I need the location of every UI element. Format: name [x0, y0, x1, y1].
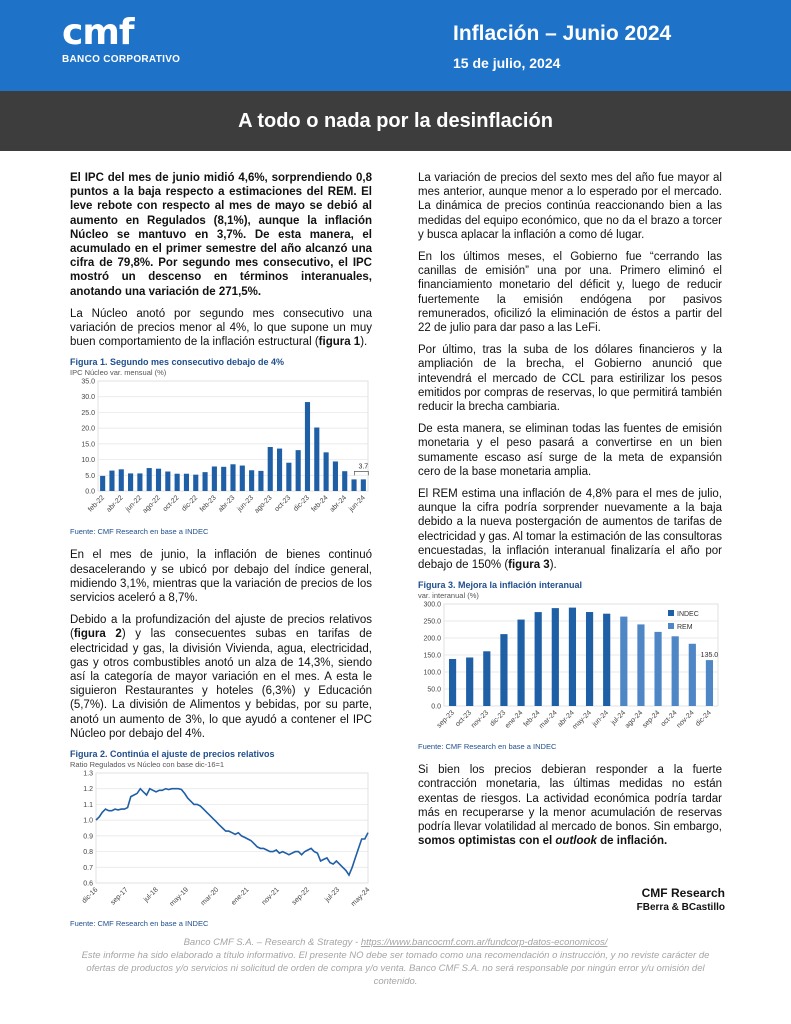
paragraph: De esta manera, se eliminan todas las fuentes de emisión monetaria y el peso pasará a convertirse en un bien sumamente escaso así surge de la meta de expansión cero de la base monetaria amplia. [418, 423, 722, 478]
bar-indec [586, 612, 593, 706]
x-tick-label: may-24 [349, 886, 372, 908]
x-tick-label: nov-23 [470, 709, 491, 730]
bar [314, 428, 319, 491]
cmf-logo [62, 14, 180, 65]
signature [560, 886, 725, 913]
x-tick-label: abr-23 [217, 494, 237, 515]
y-tick-label: 0.6 [83, 880, 93, 888]
bar [119, 470, 124, 492]
left-column [70, 171, 372, 940]
core-inflation-bar-chart [70, 377, 372, 525]
bar [165, 472, 170, 491]
x-tick-label: sep-17 [109, 886, 130, 907]
x-tick-label: dic-22 [180, 494, 200, 514]
y-tick-label: 35.0 [81, 378, 95, 386]
bar-indec [500, 634, 507, 706]
figure-subtitle: Ratio Regulados vs Núcleo con base dic-16=1 [70, 760, 225, 770]
bar-indec [552, 608, 559, 706]
footer-line: Banco CMF S.A. – Research & Strategy - https://www.bancocmf.com.ar/fundcorp-datos-economicos/ [183, 937, 608, 948]
report-date: 15 de julio, 2024 [453, 55, 561, 71]
x-tick-label: sep-22 [290, 886, 311, 907]
bar-rem [654, 632, 661, 706]
figure-source: Fuente: CMF Research en base a INDEC [70, 919, 209, 929]
legend-swatch [668, 623, 674, 629]
data-label-bracket [354, 472, 368, 476]
paragraph: Por último, tras la suba de los dólares financieros y la ampliación de la brecha, el Gobierno anunció que intevendrá el mercado de CCL para estirilizar los pesos emitidos por compras de reservas, lo que permitirá también reducir la brecha cambiaria. [418, 344, 722, 414]
bar-indec [449, 659, 456, 706]
x-tick-label: jun-24 [591, 709, 611, 729]
x-tick-label: dic-16 [80, 886, 100, 905]
x-tick-label: jul-23 [324, 886, 342, 904]
x-tick-label: ago-22 [141, 494, 162, 516]
x-tick-label: nov-21 [260, 886, 281, 907]
series-line [96, 789, 368, 875]
signature-name: CMF Research [641, 886, 725, 900]
y-tick-label: 0.7 [83, 864, 93, 872]
bar-rem [620, 617, 627, 706]
bar [296, 451, 301, 492]
x-tick-label: jul-24 [610, 709, 628, 727]
y-tick-label: 1.3 [83, 770, 93, 778]
x-tick-label: jun-23 [236, 494, 256, 514]
right-column [418, 171, 722, 857]
headline: A todo o nada por la desinflación [238, 110, 553, 132]
bar-indec [535, 612, 542, 706]
bar [361, 480, 366, 492]
x-tick-label: dic-24 [694, 709, 713, 729]
x-tick-label: jun-22 [124, 494, 144, 514]
x-tick-label: abr-22 [105, 494, 125, 515]
signature-authors: FBerra & BCastillo [636, 902, 725, 913]
figure-title: Figura 3. Mejora la inflación interanual [418, 580, 583, 591]
figure-title: Figura 2. Continúa el ajuste de precios relativos [70, 749, 275, 760]
x-tick-label: may-24 [571, 709, 593, 732]
yoy-inflation-bar-chart [418, 600, 722, 740]
x-tick-label: ene-21 [230, 886, 251, 907]
bar [249, 471, 254, 492]
bar-rem [706, 660, 713, 706]
x-tick-label: ene-24 [504, 709, 525, 731]
y-tick-label: 10.0 [81, 457, 95, 465]
logo-word: cmf [62, 12, 134, 53]
figure-2 [70, 749, 372, 928]
paragraph: La Núcleo anotó por segundo mes consecutivo una variación de precios menor al 4%, lo que supone un muy buen comportamiento de la inflación estructural (figura 1). [70, 307, 372, 349]
y-tick-label: 0.0 [85, 488, 95, 496]
paragraph: El REM estima una inflación de 4,8% para el mes de julio, aunque la cifra podría sorprender nuevamente a la baja debido a la nueva postergación de aumentos de tarifas de electricidad y gas. Al tomar la estimación de las consultoras encuestadas, la inflación interanual finalizaría el año por debajo de 150% (figura 3). [418, 488, 722, 572]
bar [240, 466, 245, 491]
paragraph: En el mes de junio, la inflación de bienes continuó desacelerando y se ubicó por debajo del índice general, midiendo 3,1%, mientras que la variación de precios de los servicios aceleró a 8,7%. [70, 549, 372, 605]
bar [221, 467, 226, 491]
bar [128, 474, 133, 492]
logo-subtitle: BANCO CORPORATIVO [62, 54, 181, 65]
y-tick-label: 0.0 [431, 703, 441, 711]
x-tick-label: mar-20 [199, 886, 221, 908]
figure-subtitle: IPC Núcleo var. mensual (%) [70, 368, 167, 378]
bar [147, 468, 152, 491]
figure-subtitle: var. interanual (%) [418, 591, 479, 601]
y-tick-label: 30.0 [81, 394, 95, 402]
y-tick-label: 1.2 [83, 786, 93, 794]
y-tick-label: 50.0 [427, 686, 441, 694]
x-tick-label: sep-24 [641, 709, 662, 730]
bar [156, 469, 161, 491]
bar [351, 480, 356, 492]
legend-swatch [668, 610, 674, 616]
bar [342, 472, 347, 492]
bar [305, 402, 310, 491]
paragraph: Debido a la profundización del ajuste de precios relativos (figura 2) y las consecuentes subas en tarifas de electricidad y gas, la división Vivienda, agua, electricidad, gas y otros combustibles anotó un alza de 14,3%, siendo así la categoría de mayor variación en el mes. A esta le siguieron Restaurantes y hoteles (6,3%) y Educación (5,7%). La división de Alimentos y bebidas, por su parte, anotó un aumento de 3%, lo que ayudó a contener el IPC Núcleo por debajo del 4%. [70, 614, 372, 740]
x-tick-label: abr-24 [328, 494, 349, 515]
x-tick-label: jun-24 [348, 494, 367, 514]
headline-banner [0, 91, 791, 151]
x-tick-label: mar-24 [538, 709, 559, 731]
bar [175, 474, 180, 491]
bar-indec [569, 608, 576, 706]
bar [100, 476, 105, 491]
figure-source: Fuente: CMF Research en base a INDEC [418, 742, 557, 752]
x-tick-label: feb-24 [310, 494, 330, 514]
lead-paragraph: El IPC del mes de junio midió 4,6%, sorprendiendo 0,8 puntos a la baja respecto a estimaciones del REM. El leve rebote con respecto al mes de mayo se debió al aumento en Regulados (8,1%), aunque la inflación Núcleo se mantuvo en 3,7%. De esta manera, el acumulado en el primer semestre del año alcanzó una cifra de 79,8%. Por segundo mes consecutivo, el IPC mostró un descenso en términos interanuales, anotando una variación de 271,5%. [70, 172, 372, 298]
x-tick-label: oct-22 [161, 494, 181, 514]
bar-rem [672, 637, 679, 707]
relative-prices-line-chart [70, 769, 372, 917]
bar [230, 465, 235, 492]
bar [109, 471, 114, 491]
x-tick-label: jul-18 [142, 886, 160, 904]
y-tick-label: 150.0 [423, 652, 441, 660]
bar [258, 471, 263, 491]
footer-disclaimer: Este informe ha sido elaborado a título informativo. El presente NO debe ser tomado como una recomendación o instrucción, y no reviste carácter de ofertas de productos y/o servicios ni solicitud de orden de compra y/o venta. Banco CMF S.A. no será responsable por ningún error y/u omisión del contenido. [81, 950, 710, 987]
x-tick-label: ago-23 [253, 494, 274, 516]
bar-indec [603, 614, 610, 706]
bar [286, 463, 291, 491]
figure-source: Fuente: CMF Research en base a INDEC [70, 527, 209, 537]
report-title: Inflación – Junio 2024 [453, 22, 672, 45]
bar [268, 447, 273, 491]
y-tick-label: 5.0 [85, 473, 95, 481]
footer-link[interactable]: https://www.bancocmf.com.ar/fundcorp-datos-economicos/ [360, 937, 608, 948]
paragraph: La variación de precios del sexto mes del año fue mayor al mes anterior, aunque menor a lo esperado por el mercado. La dinámica de precios continúa reaccionando bien a las medidas del equipo económico, que no da el brazo a torcer y busca aplacar la inflación a como dé lugar. [418, 172, 722, 241]
bar [184, 474, 189, 491]
x-tick-label: oct-23 [273, 494, 293, 514]
plot-frame [96, 773, 368, 883]
y-tick-label: 0.9 [83, 833, 93, 841]
bar [212, 467, 217, 492]
x-tick-label: may-19 [168, 886, 191, 908]
x-tick-label: ago-24 [623, 709, 645, 731]
y-tick-label: 1.0 [83, 817, 93, 825]
paragraph: Si bien los precios debieran responder a la fuerte contracción monetaria, las últimas medidas no están exentas de riesgos. La actividad económica podría tardar más en recuperarse y la menor acumulación de reservas podría llevar volatilidad al mercado de bonos. Sin embargo, somos optimistas con el outlook de inflación. [418, 764, 722, 848]
x-tick-label: feb-23 [198, 494, 218, 514]
y-tick-label: 100.0 [423, 669, 441, 677]
y-tick-label: 200.0 [423, 635, 441, 643]
x-tick-label: sep-23 [435, 709, 456, 730]
x-tick-label: oct-23 [454, 709, 474, 729]
data-label: 135.0 [700, 652, 719, 660]
footer [80, 936, 711, 988]
y-tick-label: 25.0 [81, 410, 95, 418]
bar-rem [689, 644, 696, 706]
x-tick-label: oct-24 [659, 709, 679, 729]
y-tick-label: 250.0 [423, 618, 441, 626]
x-tick-label: nov-24 [675, 709, 696, 730]
bar [203, 473, 208, 492]
bar [137, 474, 142, 492]
legend-label: INDEC [677, 611, 699, 619]
bar-indec [483, 652, 490, 707]
bar [193, 475, 198, 491]
y-tick-label: 15.0 [81, 441, 95, 449]
legend-label: REM [677, 624, 693, 632]
header-bar [0, 0, 791, 91]
figure-title: Figura 1. Segundo mes consecutivo debajo de 4% [70, 357, 285, 368]
bar [277, 449, 282, 491]
figure-1 [70, 357, 372, 536]
figure-3 [418, 580, 722, 751]
paragraph: En los últimos meses, el Gobierno fue “cerrando las canillas de emisión” una por una. Primero eliminó el financiamiento monetario del déficit y, luego de reducir fuertemente la emisión endógena por pasivos remunerados, oficilizó la eliminación de éstos a partir del 22 de julio para dar paso a las LeFi. [418, 251, 722, 335]
bar-indec [517, 620, 524, 706]
x-tick-label: feb-24 [522, 709, 542, 729]
x-tick-label: dic-23 [292, 494, 311, 514]
y-tick-label: 0.8 [83, 849, 93, 857]
y-tick-label: 300.0 [423, 601, 441, 609]
bar-rem [637, 625, 644, 707]
x-tick-label: feb-22 [87, 494, 107, 514]
x-tick-label: abr-24 [556, 709, 576, 730]
y-tick-label: 1.1 [83, 802, 93, 810]
bar-indec [466, 658, 473, 707]
bar [333, 462, 338, 492]
y-tick-label: 20.0 [81, 426, 95, 434]
bar [324, 453, 329, 492]
data-label: 3.7 [358, 463, 369, 471]
x-tick-label: dic-23 [488, 709, 508, 729]
